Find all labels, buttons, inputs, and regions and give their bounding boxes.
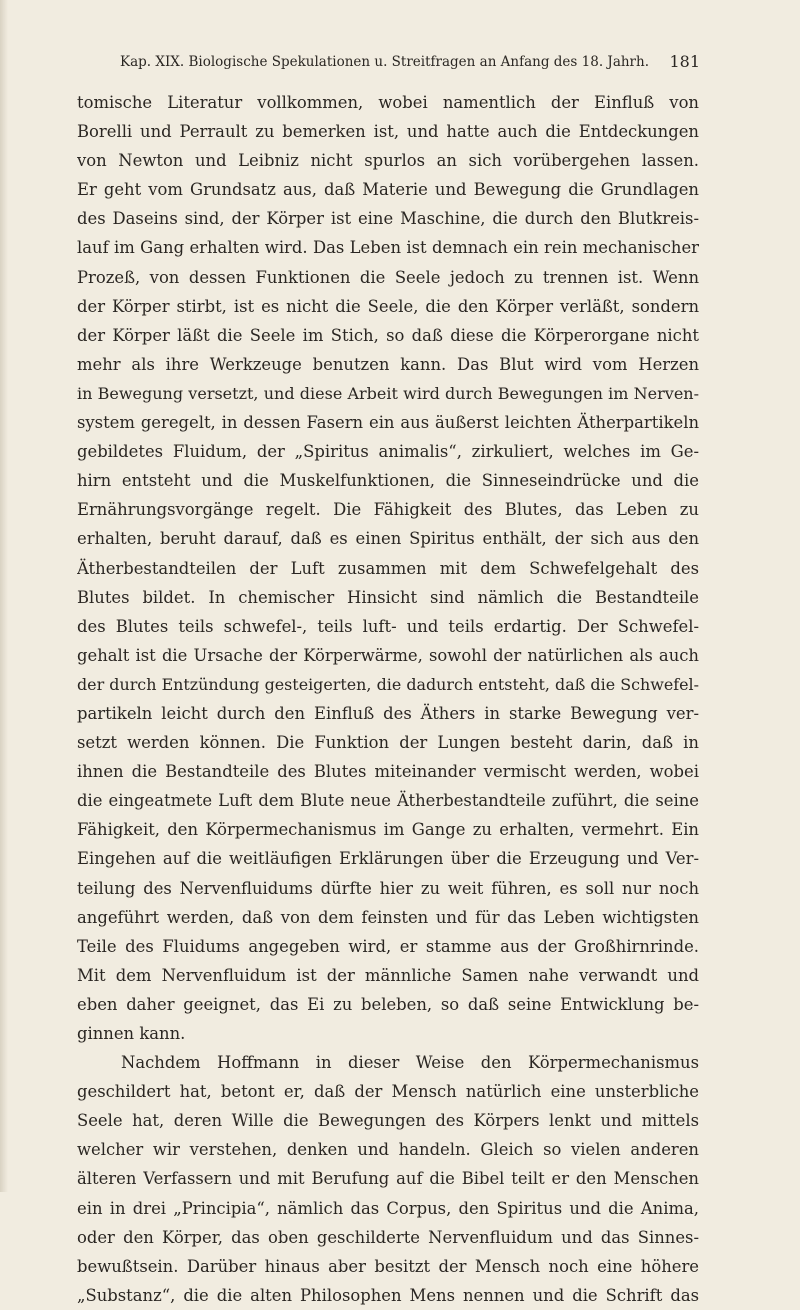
text-line: Teile des Fluidums angegeben wird, er stamme aus der Großhirnrinde.: [77, 936, 699, 956]
text-line: Ernährungsvorgänge regelt. Die Fähigkeit des Blutes, das Leben zu: [77, 500, 699, 520]
text-line: in Bewegung versetzt, und diese Arbeit wird durch Bewegungen im Nerven-: [77, 383, 699, 403]
text-line: partikeln leicht durch den Einfluß des Äthers in starke Bewegung ver-: [77, 703, 699, 723]
text-line: teilung des Nervenfluidums dürfte hier zu weit führen, es soll nur noch: [77, 878, 699, 898]
text-line: der durch Entzündung gesteigerten, die dadurch entsteht, daß die Schwefel-: [77, 674, 699, 694]
page-edge-shadow: [0, 0, 8, 1192]
text-line: Nachdem Hoffmann in dieser Weise den Körpermechanismus: [121, 1053, 699, 1073]
text-line: von Newton und Leibniz nicht spurlos an sich vorübergehen lassen.: [77, 151, 699, 171]
text-line: des Daseins sind, der Körper ist eine Maschine, die durch den Blutkreis-: [77, 209, 699, 229]
text-line: „Substanz“, die die alten Philosophen Mens nennen und die Schrift das: [77, 1285, 699, 1305]
text-line: des Blutes teils schwefel-, teils luft- und teils erdartig. Der Schwefel-: [77, 616, 699, 636]
text-line: Er geht vom Grundsatz aus, daß Materie und Bewegung die Grundlagen: [77, 180, 699, 200]
text-line: gebildetes Fluidum, der „Spiritus animalis“, zirkuliert, welches im Ge-: [77, 442, 699, 462]
text-line: mehr als ihre Werkzeuge benutzen kann. Das Blut wird vom Herzen: [77, 354, 699, 374]
body-text: [77, 88, 699, 1310]
text-line: bewußtsein. Darüber hinaus aber besitzt der Mensch noch eine höhere: [77, 1256, 699, 1276]
text-line: gehalt ist die Ursache der Körperwärme, sowohl der natürlichen als auch: [77, 645, 699, 665]
text-line: Borelli und Perrault zu bemerken ist, und hatte auch die Entdeckungen: [77, 122, 699, 142]
running-header: [120, 50, 700, 74]
text-line: Blutes bildet. In chemischer Hinsicht sind nämlich die Bestandteile: [77, 587, 699, 607]
text-line: geschildert hat, betont er, daß der Mensch natürlich eine unsterbliche: [77, 1082, 699, 1102]
text-line: lauf im Gang erhalten wird. Das Leben ist demnach ein rein mechanischer: [77, 238, 699, 258]
text-line: ginnen kann.: [77, 1024, 186, 1043]
text-line: Ätherbestandteilen der Luft zusammen mit dem Schwefelgehalt des: [77, 558, 699, 578]
text-line: der Körper stirbt, ist es nicht die Seele, die den Körper verläßt, sondern: [77, 296, 699, 316]
text-line: eben daher geeignet, das Ei zu beleben, so daß seine Entwicklung be-: [77, 994, 699, 1014]
text-line: Fähigkeit, den Körpermechanismus im Gange zu erhalten, vermehrt. Ein: [77, 820, 699, 840]
text-line: Seele hat, deren Wille die Bewegungen des Körpers lenkt und mittels: [77, 1111, 699, 1131]
text-line: oder den Körper, das oben geschilderte Nervenfluidum und das Sinnes-: [77, 1227, 699, 1247]
chapter-title: Kap. XIX. Biologische Spekulationen u. Streitfragen an Anfang des 18. Jahrh.: [120, 54, 649, 70]
text-line: die eingeatmete Luft dem Blute neue Ätherbestandteile zuführt, die seine: [77, 791, 699, 811]
text-line: system geregelt, in dessen Fasern ein aus äußerst leichten Ätherpartikeln: [77, 413, 699, 433]
text-line: Eingehen auf die weitläufigen Erklärungen über die Erzeugung und Ver-: [77, 849, 699, 869]
text-line: Prozeß, von dessen Funktionen die Seele jedoch zu trennen ist. Wenn: [77, 267, 699, 287]
text-line: tomische Literatur vollkommen, wobei namentlich der Einfluß von: [77, 93, 699, 112]
text-line: angeführt werden, daß von dem feinsten und für das Leben wichtigsten: [77, 907, 699, 927]
text-line: setzt werden können. Die Funktion der Lungen besteht darin, daß in: [77, 733, 699, 753]
text-line: hirn entsteht und die Muskelfunktionen, die Sinneseindrücke und die: [77, 471, 699, 491]
text-line: ein in drei „Principia“, nämlich das Corpus, den Spiritus und die Anima,: [77, 1198, 699, 1218]
text-line: welcher wir verstehen, denken und handeln. Gleich so vielen anderen: [77, 1140, 699, 1160]
page-number: 181: [669, 52, 700, 71]
text-line: ihnen die Bestandteile des Blutes miteinander vermischt werden, wobei: [77, 762, 699, 782]
text-line: der Körper läßt die Seele im Stich, so daß diese die Körperorgane nicht: [77, 325, 699, 345]
text-line: erhalten, beruht darauf, daß es einen Spiritus enthält, der sich aus den: [77, 529, 699, 549]
text-line: älteren Verfassern und mit Berufung auf die Bibel teilt er den Menschen: [77, 1169, 699, 1189]
text-line: Mit dem Nervenfluidum ist der männliche Samen nahe verwandt und: [77, 965, 699, 985]
